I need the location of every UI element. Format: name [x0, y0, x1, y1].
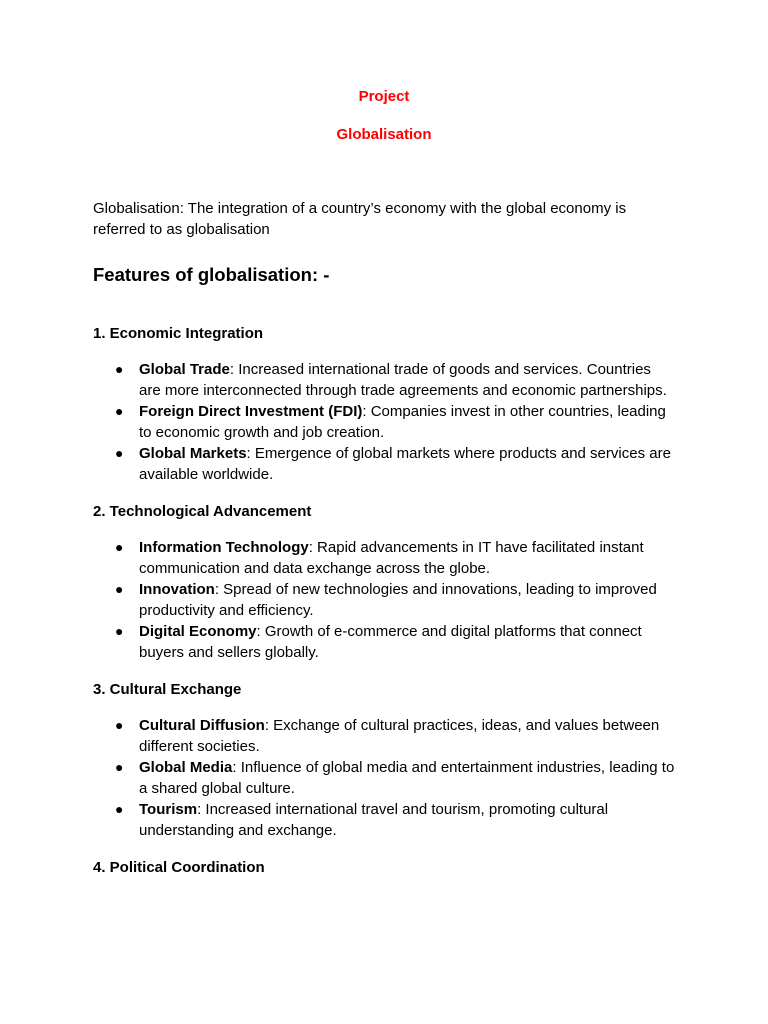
list-item	[93, 579, 675, 621]
bullet-icon: ●	[115, 623, 124, 639]
section-heading-cultural-exchange: 3. Cultural Exchange	[93, 681, 242, 698]
definition-paragraph: Globalisation: The integration of a country’s economy with the global economy is referred to as globalisation	[93, 200, 627, 238]
list-item	[93, 621, 675, 663]
bullet-icon: ●	[115, 759, 124, 775]
list-item	[93, 443, 675, 485]
item-description: : Influence of global media and entertainment industries, leading to a shared global culture.	[139, 759, 675, 797]
list-item	[93, 757, 675, 799]
item-term: Foreign Direct Investment (FDI)	[139, 403, 363, 420]
item-description: : Increased international travel and tourism, promoting cultural understanding and exchange.	[139, 801, 609, 839]
list-item	[93, 537, 675, 579]
bullet-icon: ●	[115, 581, 124, 597]
bullet-icon: ●	[115, 403, 124, 419]
section-heading-economic-integration: 1. Economic Integration	[93, 325, 264, 342]
document-title: Project	[358, 88, 410, 105]
document-subtitle: Globalisation	[336, 126, 432, 143]
item-description: : Companies invest in other countries, leading to economic growth and job creation.	[139, 403, 666, 441]
item-term: Innovation	[139, 581, 215, 598]
bullet-list-economic-integration	[93, 359, 675, 485]
item-description: : Growth of e-commerce and digital platforms that connect buyers and sellers globally.	[139, 623, 642, 661]
bullet-icon: ●	[115, 801, 124, 817]
item-term: Global Media	[139, 759, 233, 776]
item-description: : Increased international trade of goods and services. Countries are more interconnected through trade agreements and economic partnerships.	[139, 361, 667, 399]
item-term: Information Technology	[139, 539, 309, 556]
item-term: Cultural Diffusion	[139, 717, 265, 734]
item-description: : Rapid advancements in IT have facilitated instant communication and data exchange across the globe.	[139, 539, 644, 577]
item-description: : Exchange of cultural practices, ideas, and values between different societies.	[139, 717, 660, 755]
item-term: Global Trade	[139, 361, 230, 378]
section-heading-technological-advancement: 2. Technological Advancement	[93, 503, 312, 520]
bullet-icon: ●	[115, 361, 124, 377]
item-term: Global Markets	[139, 445, 247, 462]
list-item	[93, 359, 675, 401]
section-heading-political-coordination: 4. Political Coordination	[93, 859, 265, 876]
features-heading: Features of globalisation: -	[93, 264, 330, 285]
item-term: Tourism	[139, 801, 198, 818]
list-item	[93, 799, 675, 841]
bullet-icon: ●	[115, 717, 124, 733]
item-term: Digital Economy	[139, 623, 257, 640]
list-item	[93, 401, 675, 443]
bullet-list-cultural-exchange	[93, 715, 675, 841]
item-description: : Emergence of global markets where products and services are available worldwide.	[139, 445, 671, 483]
bullet-list-technological-advancement	[93, 537, 675, 663]
item-description: : Spread of new technologies and innovations, leading to improved productivity and efficiency.	[139, 581, 657, 619]
list-item	[93, 715, 675, 757]
bullet-icon: ●	[115, 539, 124, 555]
bullet-icon: ●	[115, 445, 124, 461]
